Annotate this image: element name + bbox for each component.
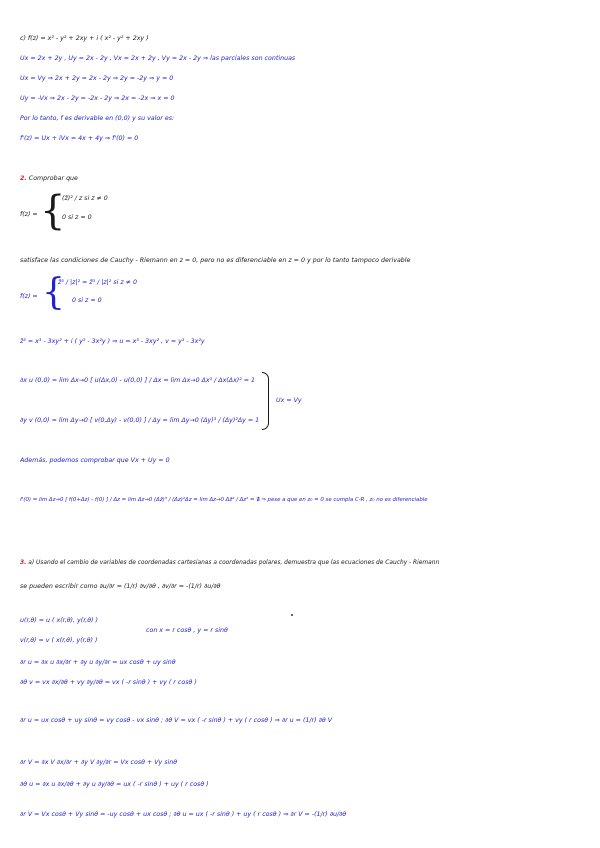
sec3-heading (20, 560, 439, 566)
sec2-def1-brace: { (40, 188, 66, 234)
sec3-u-definition: u(r,θ) = u ( x(r,θ), y(r,θ) ) (20, 617, 98, 624)
sec3-dtheta-u: ∂θ u = ∂x u ∂x/∂θ + ∂y u ∂y/∂θ = ux ( -r sinθ ) + uy ( r cosθ ) (20, 781, 209, 788)
sec2-derivative: f'(0) = lim Δz→0 [ f(0+Δz) - f(0) ] / Δz = lim Δz→0 (Δz̄)³ / (Δz)²Δz = lim Δz→0 Δz̄² / Δz² = ∄ ⇒ pese a que en z₀ = 0 se cumpla C-R , z₀ no es diferenciable (20, 497, 428, 503)
sec-c-partials: Ux = 2x + 2y , Uy = 2x - 2y , Vx = 2x + 2y , Vy = 2x - 2y ⇒ las parciales son continuas (20, 55, 296, 62)
sec3-dr-v: ∂r V = ∂x V ∂x/∂r + ∂y V ∂y/∂r = Vx cosθ + Vy sinθ (20, 759, 178, 766)
sec2-ux-limit: ∂x u (0,0) = lim Δx→0 [ u(Δx,0) - u(0,0) ] / Δx = lim Δx→0 Δx³ / Δx(Δx)² = 1 (20, 377, 256, 384)
sec2-cr-brace (262, 372, 269, 430)
sec2-expansion: z̄³ = x³ - 3xy² + i ( y³ - 3x²y ) ⇒ u = x³ - 3xy² , v = y³ - 3x²y (20, 338, 205, 345)
sec3-title: a) Usando el cambio de variables de coordenadas cartesianas a coordenadas polares, demuestra que las ecuaciones de Cauchy - Riemann (28, 560, 440, 566)
sec3-dtheta-v: ∂θ v = vx ∂x/∂θ + vy ∂y/∂θ = vx ( -r sinθ ) + vy ( r cosθ ) (20, 679, 197, 686)
sec3-number: 3. (20, 560, 27, 566)
sec2-cr-result: Ux = Vy (276, 397, 302, 404)
sec2-def2-brace: { (42, 272, 65, 313)
sec2-heading (20, 176, 78, 183)
sec2-def2-lhs: f(z) = (20, 293, 38, 300)
sec2-def2-case2: 0 si z = 0 (72, 297, 102, 304)
sec2-def1-lhs: f(z) = (20, 211, 38, 218)
sec-c-cr2: Uy = -Vx ⇒ 2x - 2y = -2x - 2y ⇒ 2x = -2x ⇒ x = 0 (20, 95, 175, 102)
sec2-def2-case1: z̄³ / |z|² = z̄³ / |z|² si z ≠ 0 (58, 279, 137, 286)
sec3-result-1: ∂r u = ux cosθ + uy sinθ = vy cosθ - vx sinθ ; ∂θ V = vx ( -r sinθ ) + vy ( r cosθ ) ⇒ ∂r u = (1/r) ∂θ V (20, 717, 333, 724)
sec2-vy-limit: ∂y v (0,0) = lim Δy→0 [ v(0,Δy) - v(0,0) ] / Δy = lim Δy→0 (Δy)³ / (Δy)²Δy = 1 (20, 417, 260, 424)
sec2-title: Comprobar que (28, 175, 78, 182)
sec2-number: 2. (20, 175, 27, 182)
sec2-ademas: Además, podemos comprobar que Vx + Uy = 0 (20, 457, 170, 464)
sec3-polar-coords: con x = r cosθ , y = r sinθ (146, 627, 228, 634)
sec3-result-2: ∂r V = Vx cosθ + Vy sinθ = -uy cosθ + ux cosθ ; ∂θ u = ux ( -r sinθ ) + uy ( r cosθ ) ⇒ ∂r V = -(1/r) ∂u/∂θ (20, 811, 347, 818)
sec2-statement: satisface las condiciones de Cauchy - Riemann en z = 0, pero no es diferenciable en z = 0 y por lo tanto tampoco derivable (20, 257, 411, 264)
sec3-dr-u: ∂r u = ∂x u ∂x/∂r + ∂y u ∂y/∂r = ux cosθ + uy sinθ (20, 659, 176, 666)
sec3-title-2: se pueden escribir como ∂u/∂r = (1/r) ∂v/∂θ , ∂v/∂r = -(1/r) ∂u/∂θ (20, 583, 221, 590)
sec2-def1-case2: 0 si z = 0 (62, 214, 92, 221)
sec-c-cr1: Ux = Vy ⇒ 2x + 2y = 2x - 2y ⇒ 2y = -2y ⇒ y = 0 (20, 75, 174, 82)
sec3-v-definition: v(r,θ) = v ( x(r,θ), y(r,θ) ) (20, 637, 98, 644)
sec-c-conclusion: Por lo tanto, f es derivable en (0,0) y su valor es: (20, 115, 175, 122)
sec2-def1-case1: (z̄)² / z si z ≠ 0 (62, 195, 108, 202)
sec-c-derivative: f'(z) = Ux + iVx = 4x + 4y ⇒ f'(0) = 0 (20, 135, 139, 142)
sec-c-function: c) f(z) = x² - y² + 2xy + i ( x² - y² + 2xy ) (20, 35, 149, 42)
stray-dot (291, 614, 293, 616)
